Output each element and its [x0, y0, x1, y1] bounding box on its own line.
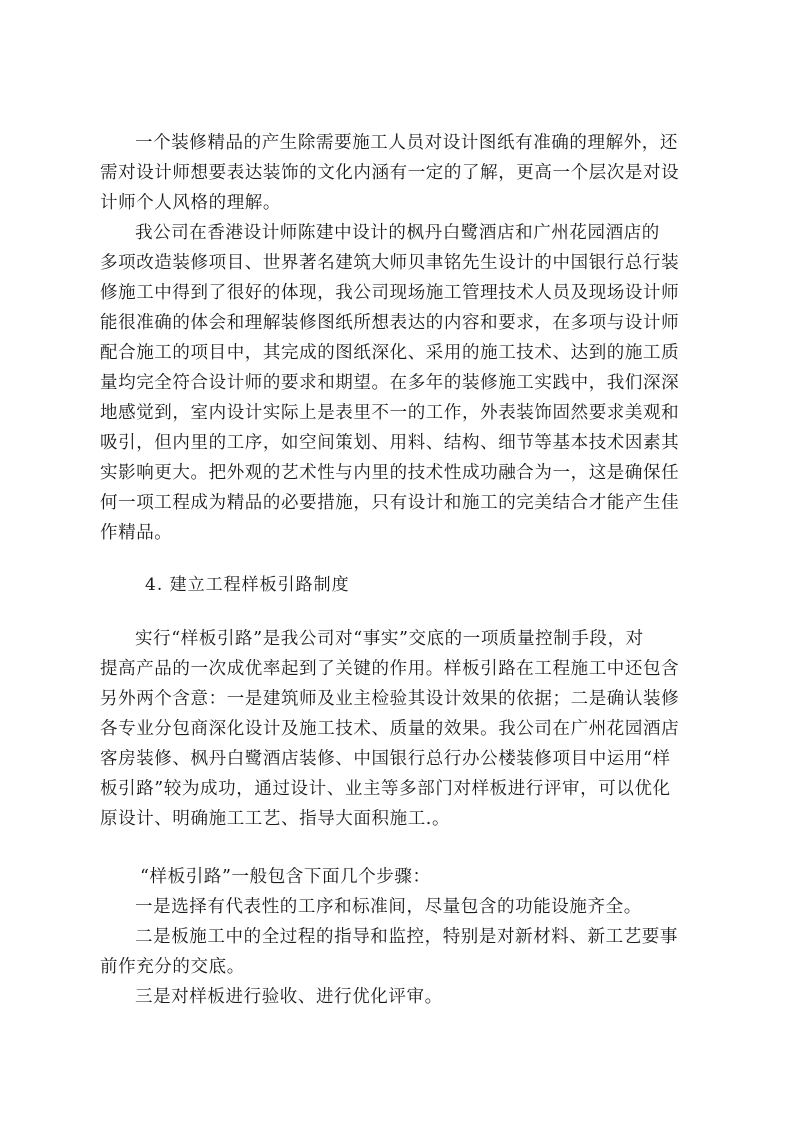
paragraph-2-line-4: 能很准确的体会和理解装修图纸所想表达的内容和要求，在多项与设计师 [100, 313, 680, 333]
paragraph-2-line-3: 修施工中得到了很好的体现，我公司现场施工管理技术人员及现场设计师 [100, 283, 680, 303]
paragraph-3-line-6: 板引路”较为成功，通过设计、业主等多部门对样板进行评审，可以优化 [100, 779, 671, 799]
paragraph-3-line-1: 实行“样板引路”是我公司对“事实”交底的一项质量控制手段，对 [135, 629, 644, 649]
step-3: 三是对样板进行验收、进行优化评审。 [135, 987, 443, 1007]
paragraph-1-line-1: 一个装修精品的产生除需要施工人员对设计图纸有准确的理解外，还 [135, 133, 678, 153]
paragraph-2-line-5: 配合施工的项目中，其完成的图纸深化、采用的施工技术、达到的施工质 [100, 343, 680, 363]
paragraph-2-line-8: 吸引，但内里的工序，如空间策划、用料、结构、细节等基本技术因素其 [100, 433, 680, 453]
paragraph-3-line-3: 另外两个含意：一是建筑师及业主检验其设计效果的依据；二是确认装修 [100, 689, 680, 709]
paragraph-2-line-10: 何一项工程成为精品的必要措施，只有设计和施工的完美结合才能产生佳 [100, 493, 680, 513]
paragraph-3-line-4: 各专业分包商深化设计及施工技术、质量的效果。我公司在广州花园酒店 [100, 719, 680, 739]
step-1: 一是选择有代表性的工序和标准间，尽量包含的功能设施齐全。 [135, 897, 642, 917]
paragraph-3-line-5: 客房装修、枫丹白鹭酒店装修、中国银行总行办公楼装修项目中运用“样 [100, 749, 671, 769]
section-heading: 4. 建立工程样板引路制度 [145, 575, 350, 595]
paragraph-2-line-9: 实影响更大。把外观的艺术性与内里的技术性成功融合为一，这是确保任 [100, 463, 680, 483]
paragraph-3-line-7: 原设计、明确施工工艺、指导大面积施工.。 [100, 809, 451, 829]
paragraph-1-line-2: 需对设计师想要表达装饰的文化内涵有一定的了解，更高一个层次是对设 [100, 163, 680, 183]
steps-intro: “样板引路”一般包含下面几个步骤： [140, 867, 431, 887]
paragraph-2-line-1: 我公司在香港设计师陈建中设计的枫丹白鹭酒店和广州花园酒店的 [135, 223, 660, 243]
paragraph-2-line-2: 多项改造装修项目、世界著名建筑大师贝聿铭先生设计的中国银行总行装 [100, 253, 680, 273]
step-2-line-1: 二是板施工中的全过程的指导和监控，特别是对新材料、新工艺要事 [135, 927, 678, 947]
step-2-line-2: 前作充分的交底。 [100, 957, 245, 977]
paragraph-1-line-3: 计师个人风格的理解。 [100, 193, 281, 213]
paragraph-2-line-6: 量均完全符合设计师的要求和期望。在多年的装修施工实践中，我们深深 [100, 373, 680, 393]
paragraph-2-line-7: 地感觉到，室内设计实际上是表里不一的工作，外表装饰固然要求美观和 [100, 403, 680, 423]
paragraph-3-line-2: 提高产品的一次成优率起到了关键的作用。样板引路在工程施工中还包含 [100, 659, 680, 679]
paragraph-2-line-11: 作精品。 [100, 523, 173, 543]
